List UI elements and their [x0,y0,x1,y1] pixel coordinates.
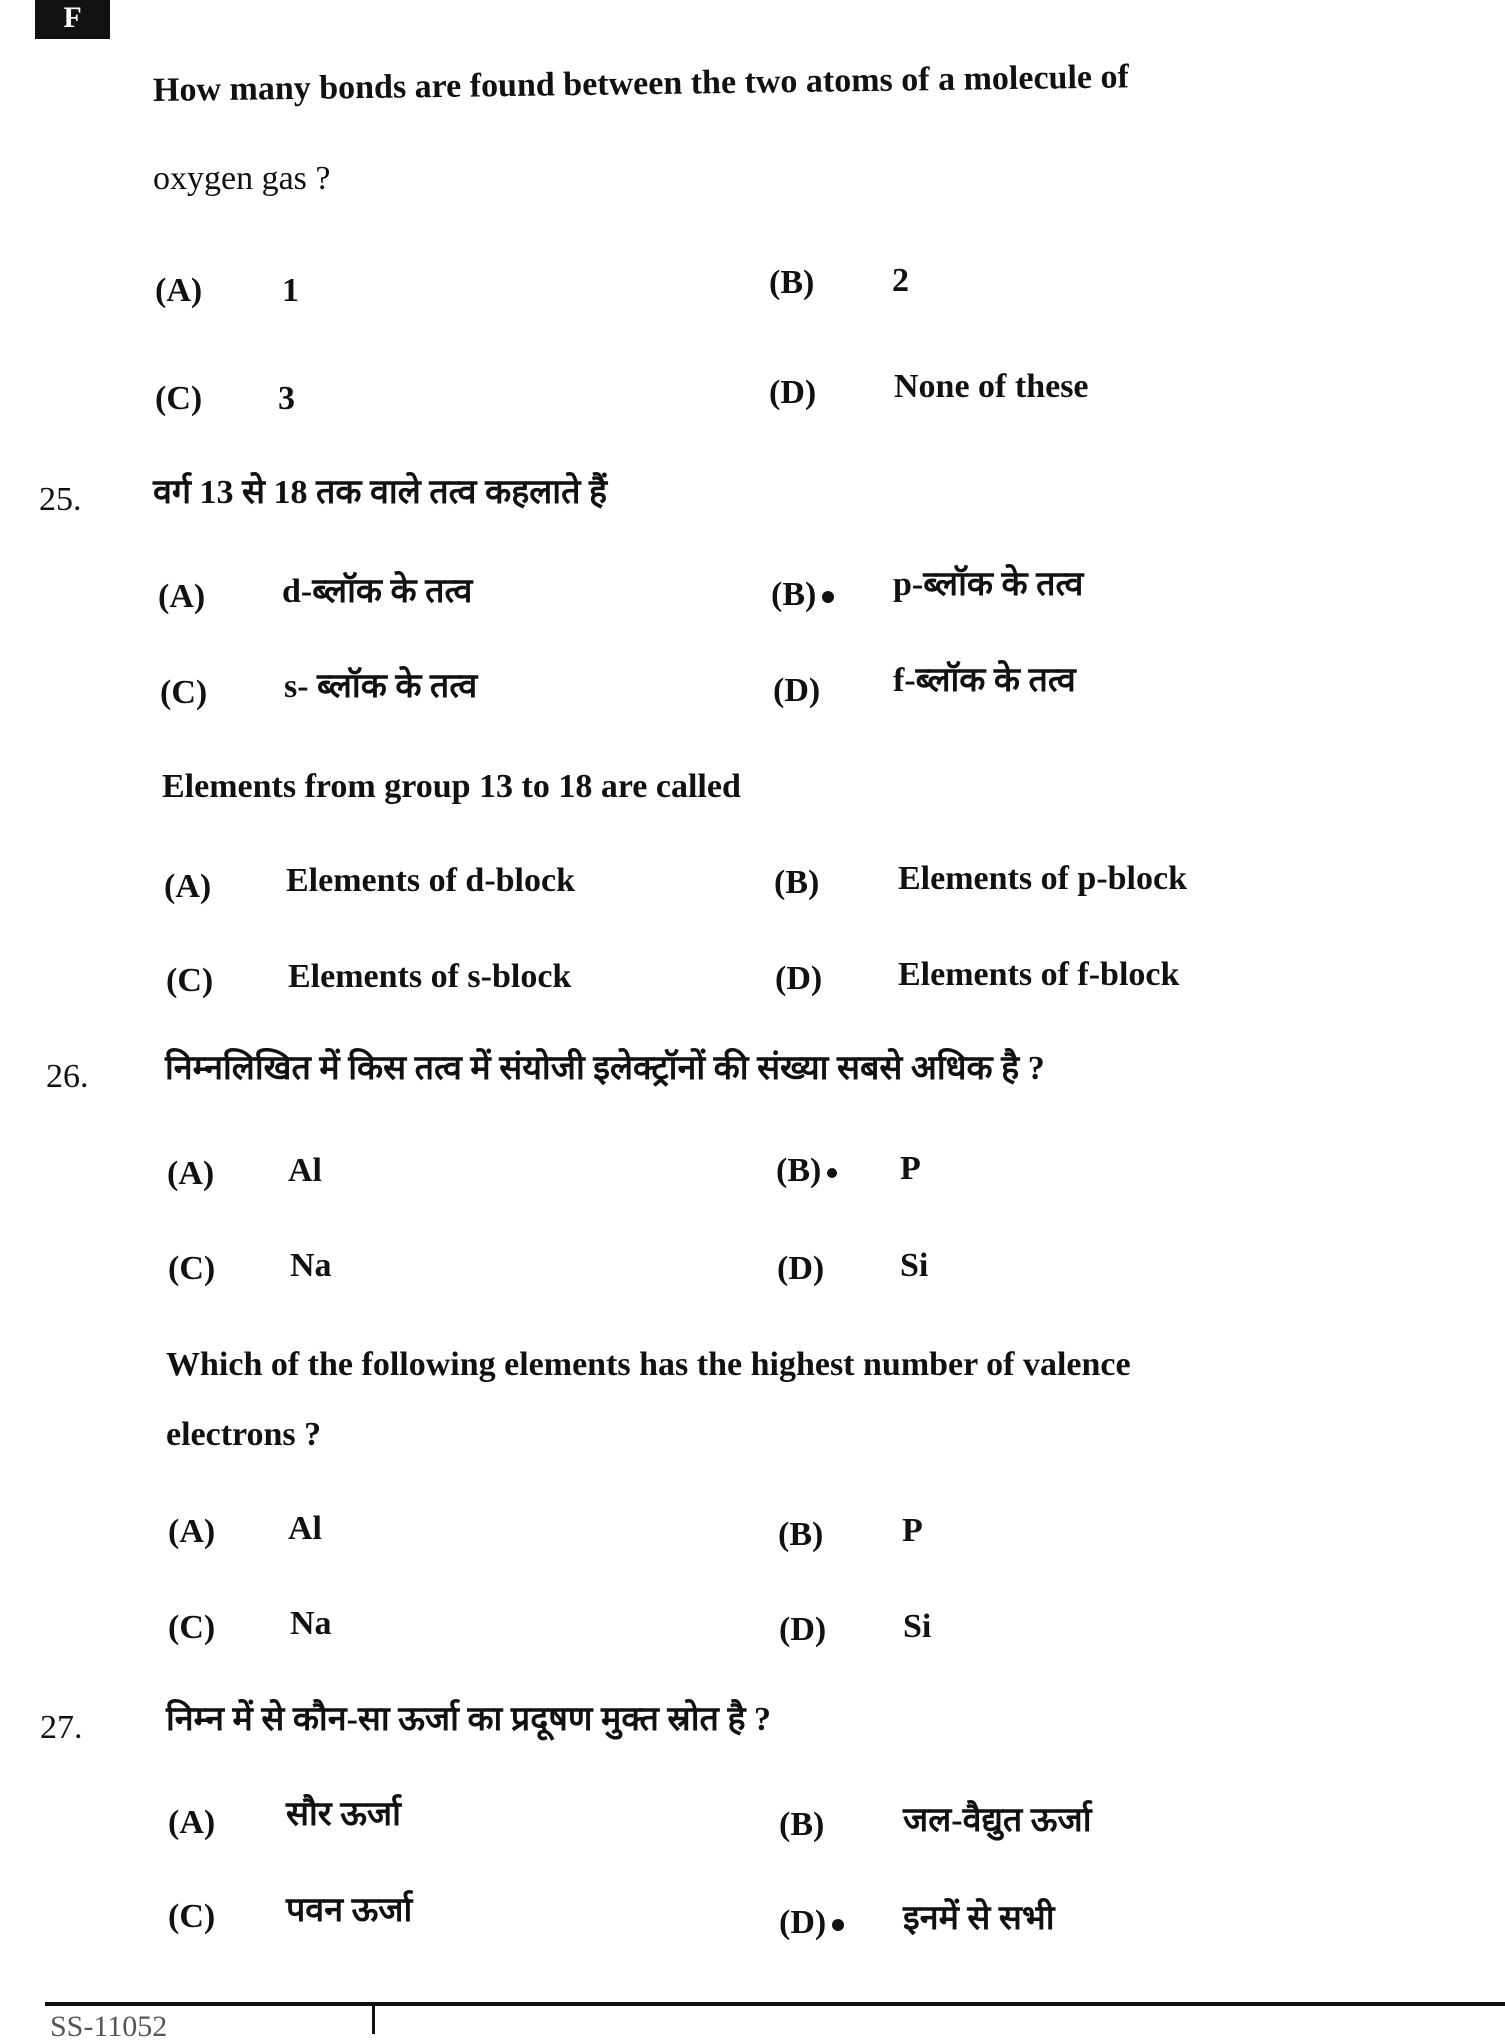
q27-option-c-label: (C) [168,1898,216,1935]
q25-hi-option-d-text: f-ब्लॉक के तत्व [893,662,1076,699]
q26-hi-option-b-text: P [900,1150,921,1187]
q25-stem-hi: वर्ग 13 से 18 तक वाले तत्व कहलाते हैं [153,474,608,511]
q25-hi-option-b-text: p-ब्लॉक के तत्व [893,566,1084,603]
q26-en-option-c-text: Na [290,1605,332,1642]
footer-separator [372,2004,375,2034]
q26-hi-option-b-label: (B) [776,1154,837,1188]
q27-option-b-text: जल-वैद्युत ऊर्जा [903,1802,1092,1839]
q25-en-option-b-text: Elements of p-block [898,860,1187,897]
q26-number: 26. [46,1058,89,1095]
q24-option-a-text: 1 [282,272,299,309]
q25-en-option-d-label: (D) [775,960,823,997]
q26-en-option-c-label: (C) [168,1609,216,1646]
q26-stem-en-line1: Which of the following elements has the highest number of valence [166,1346,1131,1383]
q25-en-option-c-text: Elements of s-block [288,958,572,995]
q26-en-option-a-label: (A) [168,1513,216,1550]
page-badge: F [35,0,110,39]
q27-stem-hi: निम्न में से कौन-सा ऊर्जा का प्रदूषण मुक्त स्रोत है ? [166,1701,771,1738]
q24-option-a-label: (A) [155,272,203,309]
answer-mark-icon [832,1919,844,1931]
q24-option-d-label: (D) [769,374,817,411]
answer-mark-icon [822,591,834,603]
q27-number: 27. [40,1709,83,1746]
q24-option-b-label: (B) [769,264,815,301]
q25-hi-option-c-text: s- ब्लॉक के तत्व [284,668,478,705]
q26-hi-option-a-text: Al [288,1152,322,1189]
q25-en-option-a-text: Elements of d-block [286,862,575,899]
q25-en-option-a-label: (A) [164,868,212,905]
q25-hi-option-a-label: (A) [158,578,206,615]
q26-en-option-b-text: P [902,1512,923,1549]
q26-hi-option-d-label: (D) [777,1250,825,1287]
q27-option-a-label: (A) [168,1804,216,1841]
q25-en-option-b-label: (B) [774,864,820,901]
q26-hi-option-c-label: (C) [168,1250,216,1287]
q26-stem-en-line2: electrons ? [166,1416,322,1453]
q24-option-c-text: 3 [278,380,295,417]
q25-hi-option-d-label: (D) [773,672,821,709]
q26-hi-option-a-label: (A) [167,1155,215,1192]
q25-en-option-c-label: (C) [166,962,214,999]
q27-option-b-label: (B) [779,1806,825,1843]
q26-en-option-d-text: Si [903,1608,932,1645]
q24-option-c-label: (C) [155,380,203,417]
footer-divider [45,2002,1505,2006]
footer-code: SS-11052 [50,2010,168,2043]
q25-hi-option-b-label: (B) [771,578,834,612]
q24-stem-line2: oxygen gas ? [153,160,331,197]
q26-en-option-b-label: (B) [778,1516,824,1553]
q25-stem-en: Elements from group 13 to 18 are called [162,768,741,805]
q26-hi-option-d-text: Si [900,1247,929,1284]
q27-option-a-text: सौर ऊर्जा [286,1796,401,1833]
q25-hi-option-c-label: (C) [160,674,208,711]
q26-en-option-a-text: Al [288,1510,322,1547]
q26-en-option-d-label: (D) [779,1611,827,1648]
q26-stem-hi: निम्नलिखित में किस तत्व में संयोजी इलेक्ट्रॉनों की संख्या सबसे अधिक है ? [165,1050,1045,1087]
q24-stem-line1: How many bonds are found between the two atoms of a molecule of [152,58,1130,109]
q24-option-d-text: None of these [894,368,1089,405]
answer-mark-icon [827,1168,837,1178]
q24-option-b-text: 2 [892,262,909,299]
q27-option-d-text: इनमें से सभी [903,1900,1055,1937]
q27-option-d-label: (D) [779,1906,844,1940]
q25-number: 25. [39,481,82,518]
q26-hi-option-c-text: Na [290,1247,332,1284]
q25-en-option-d-text: Elements of f-block [898,956,1180,993]
q25-hi-option-a-text: d-ब्लॉक के तत्व [282,573,473,610]
q27-option-c-text: पवन ऊर्जा [286,1892,413,1929]
